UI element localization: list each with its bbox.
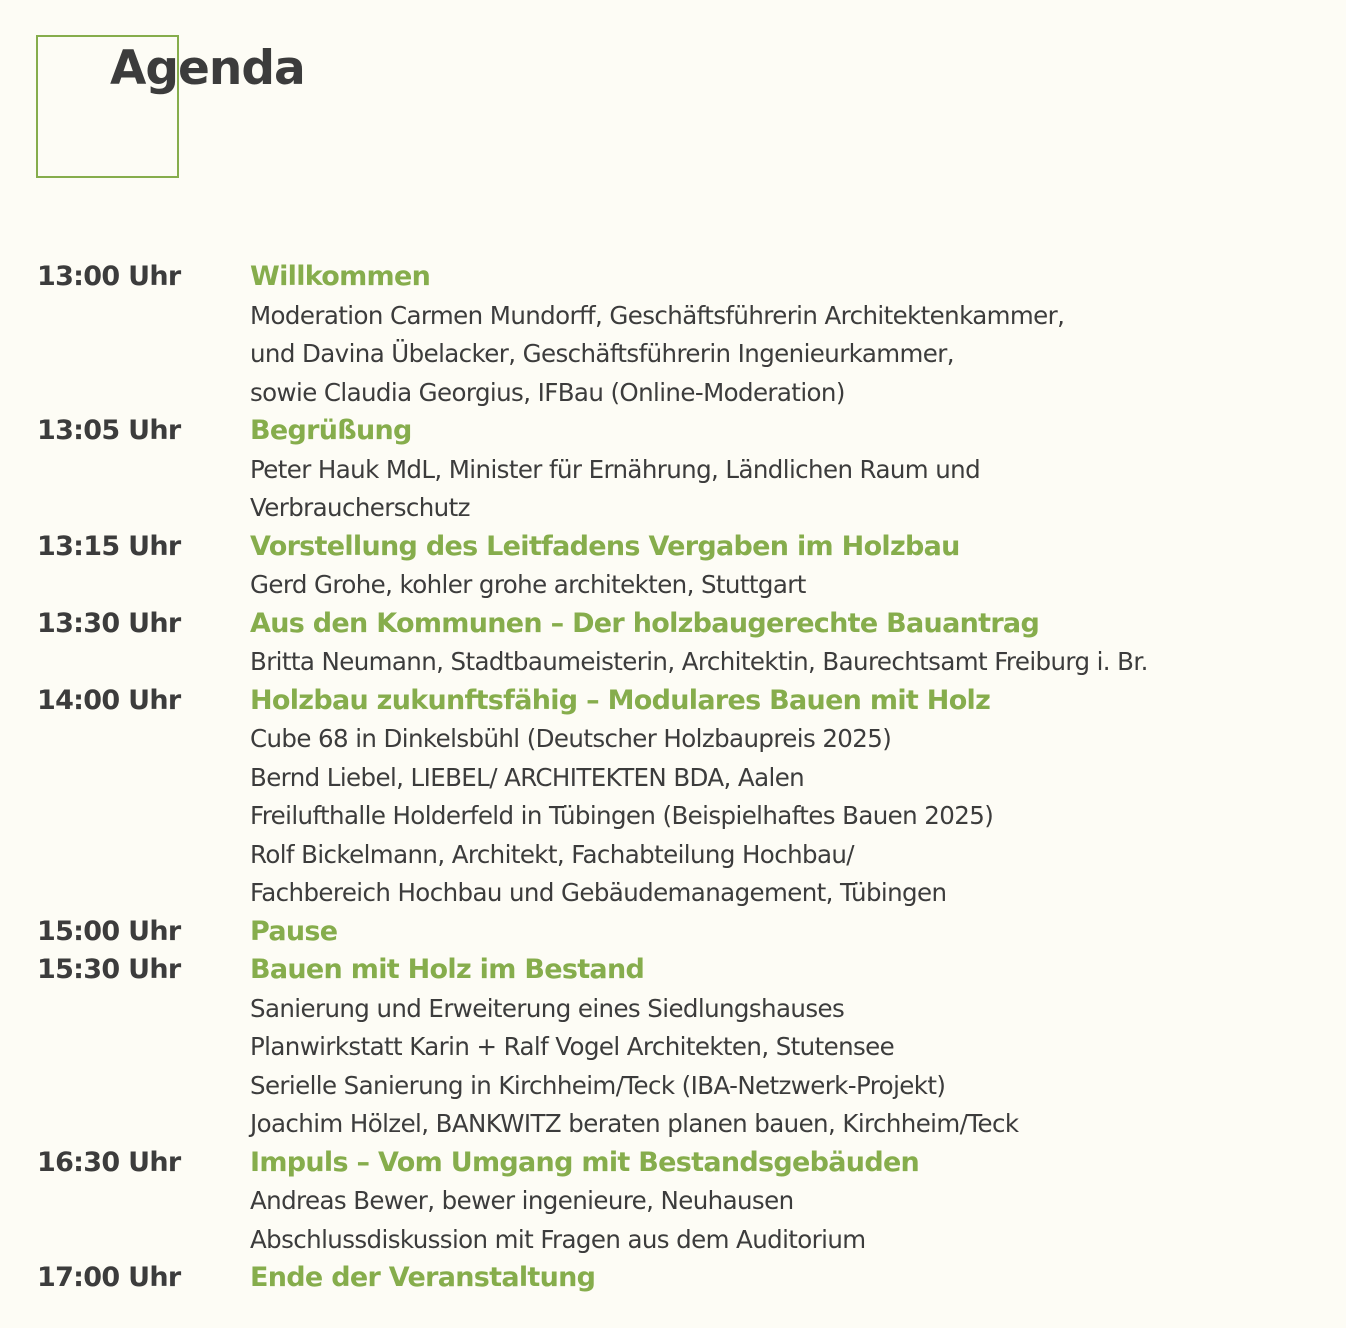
agenda-topic: Bauen mit Holz im Bestand: [250, 954, 645, 985]
agenda-detail-line: Britta Neumann, Stadtbaumeisterin, Architektin, Baurechtsamt Freiburg i. Br.: [250, 647, 1148, 676]
agenda-entry: [37, 682, 1327, 913]
agenda-detail-line: Moderation Carmen Mundorff, Geschäftsführerin Architektenkammer,: [250, 300, 1065, 330]
page-title: Agenda: [110, 41, 305, 96]
agenda-content: [250, 412, 1327, 528]
agenda-topic: Aus den Kommunen – Der holzbaugerechte Bauantrag: [250, 607, 1040, 639]
agenda-entry: [37, 412, 1327, 528]
agenda-entry: [37, 1259, 1327, 1298]
agenda-entry: [37, 528, 1327, 605]
agenda-entry: [37, 951, 1327, 1144]
agenda-detail-line: Joachim Hölzel, BANKWITZ beraten planen bauen, Kirchheim/Teck: [250, 1109, 1019, 1138]
agenda-time: 13:05 Uhr: [37, 415, 181, 446]
agenda-content: [250, 528, 1327, 605]
agenda-content: [250, 682, 1327, 913]
agenda-time: 16:30 Uhr: [37, 1146, 181, 1178]
agenda-detail-line: Serielle Sanierung in Kirchheim/Teck (IBA-Netzwerk-Projekt): [250, 1070, 946, 1100]
agenda-detail-line: Gerd Grohe, kohler grohe architekten, Stuttgart: [250, 570, 806, 599]
agenda-time: 14:00 Uhr: [37, 684, 181, 716]
agenda-time: 13:15 Uhr: [37, 530, 181, 562]
agenda-detail-line: Rolf Bickelmann, Architekt, Fachabteilung Hochbau/: [250, 839, 854, 869]
agenda-entry: [37, 605, 1327, 682]
agenda-time: 17:00 Uhr: [37, 1262, 181, 1293]
agenda-entry: [37, 913, 1327, 952]
agenda-entry: [37, 1144, 1327, 1260]
agenda-time: 13:30 Uhr: [37, 607, 181, 639]
agenda-topic: Willkommen: [250, 261, 431, 292]
agenda-time: 13:00 Uhr: [37, 261, 181, 292]
agenda-content: [250, 605, 1327, 682]
agenda-content: [250, 913, 1327, 952]
agenda-list: [37, 258, 1327, 1298]
agenda-time: 15:00 Uhr: [37, 915, 181, 947]
agenda-topic: Holzbau zukunftsfähig – Modulares Bauen mit Holz: [250, 684, 991, 716]
agenda-detail-line: Sanierung und Erweiterung eines Siedlungshauses: [250, 993, 845, 1023]
agenda-time: 15:30 Uhr: [37, 954, 181, 985]
agenda-detail-line: Freilufthalle Holderfeld in Tübingen (Beispielhaftes Bauen 2025): [250, 801, 994, 830]
agenda-detail-line: Fachbereich Hochbau und Gebäudemanagement, Tübingen: [250, 878, 947, 907]
agenda-detail-line: und Davina Übelacker, Geschäftsführerin Ingenieurkammer,: [250, 339, 954, 368]
agenda-detail-line: Peter Hauk MdL, Minister für Ernährung, Ländlichen Raum und: [250, 454, 981, 484]
agenda-detail-line: Planwirkstatt Karin + Ralf Vogel Architekten, Stutensee: [250, 1032, 895, 1061]
agenda-content: [250, 258, 1327, 412]
agenda-topic: Pause: [250, 915, 338, 947]
agenda-detail-line: Cube 68 in Dinkelsbühl (Deutscher Holzbaupreis 2025): [250, 724, 892, 753]
agenda-detail-line: Abschlussdiskussion mit Fragen aus dem Auditorium: [250, 1224, 866, 1254]
agenda-detail-line: Bernd Liebel, LIEBEL/ ARCHITEKTEN BDA, Aalen: [250, 762, 805, 792]
agenda-content: [250, 951, 1327, 1144]
agenda-entry: [37, 258, 1327, 412]
agenda-detail-line: Andreas Bewer, bewer ingenieure, Neuhausen: [250, 1186, 794, 1215]
agenda-detail-line: sowie Claudia Georgius, IFBau (Online-Moderation): [250, 377, 845, 407]
agenda-topic: Vorstellung des Leitfadens Vergaben im Holzbau: [250, 530, 960, 562]
agenda-content: [250, 1144, 1327, 1260]
agenda-topic: Ende der Veranstaltung: [250, 1262, 596, 1293]
agenda-content: [250, 1259, 1327, 1298]
agenda-topic: Impuls – Vom Umgang mit Bestandsgebäuden: [250, 1146, 920, 1178]
agenda-detail-line: Verbraucherschutz: [250, 493, 470, 522]
agenda-topic: Begrüßung: [250, 415, 412, 446]
